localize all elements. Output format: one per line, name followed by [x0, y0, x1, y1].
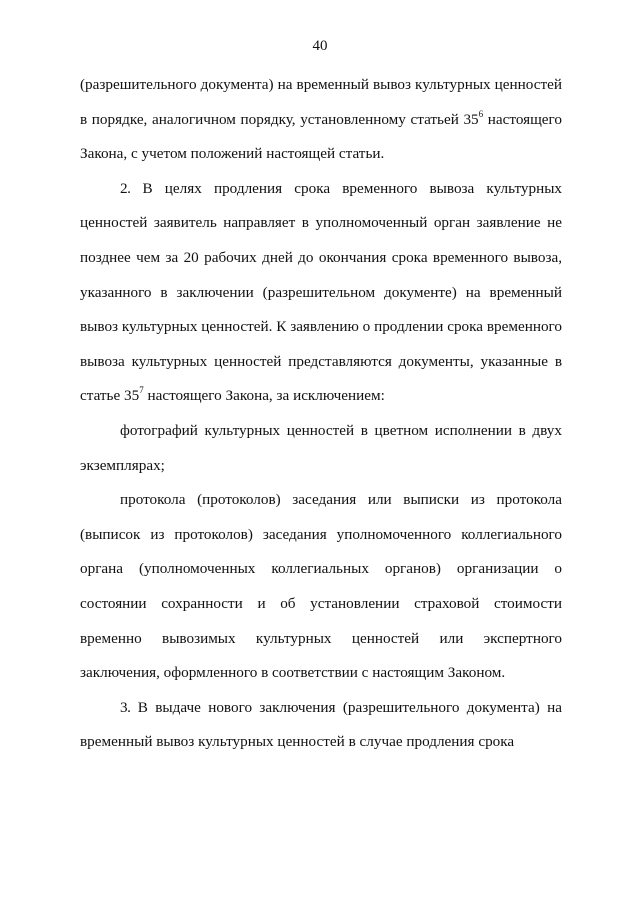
article-superscript-6: 6: [478, 108, 484, 119]
paragraph-5-number: 3.: [120, 698, 131, 716]
paragraph-3: фотографий культурных ценностей в цветном исполнении в двух экземплярах;: [80, 421, 562, 474]
paragraph-5-text: В выдаче нового заключения (разрешительного документа) на временный вывоз культурных ценностей в случае продления срока: [80, 698, 562, 751]
paragraph-1-text-end: настоящего Закона, с учетом положений настоящей статьи.: [80, 110, 562, 163]
paragraph-4: протокола (протоколов) заседания или выписки из протокола (выписок из протоколов) заседания уполномоченного коллегиального органа (уполномоченных коллегиальных органов) организации о состоянии сохранности и об установлении страховой стоимости временно вывозимых культурных ценностей или экспертного заключения, оформленного в соответствии с настоящим Законом.: [80, 491, 562, 682]
article-superscript-7: 7: [139, 385, 144, 396]
document-body: [80, 68, 562, 760]
paragraph-2-number: 2.: [120, 179, 131, 197]
page-number: 40: [312, 38, 328, 54]
paragraph-2-text-end: настоящего Закона, за исключением:: [143, 387, 385, 405]
paragraph-1-text-start: (разрешительного документа) на временный вывоз культурных ценностей в порядке, аналогичном порядку, установленному статьей 35: [80, 76, 562, 128]
paragraph-5: [80, 691, 562, 760]
paragraph-1: [80, 68, 562, 172]
paragraph-2-text-start: В целях продления срока временного вывоза культурных ценностей заявитель направляет в уполномоченный орган заявление не позднее чем за 20 рабочих дней до окончания срока временного вывоза, указанного в заключении (разрешительном документе) на временный вывоз культурных ценностей. К заявлению о продлении срока временного вывоза культурных ценностей представляются документы, указанные в статье 35: [80, 179, 562, 405]
paragraph-2: [80, 172, 562, 414]
